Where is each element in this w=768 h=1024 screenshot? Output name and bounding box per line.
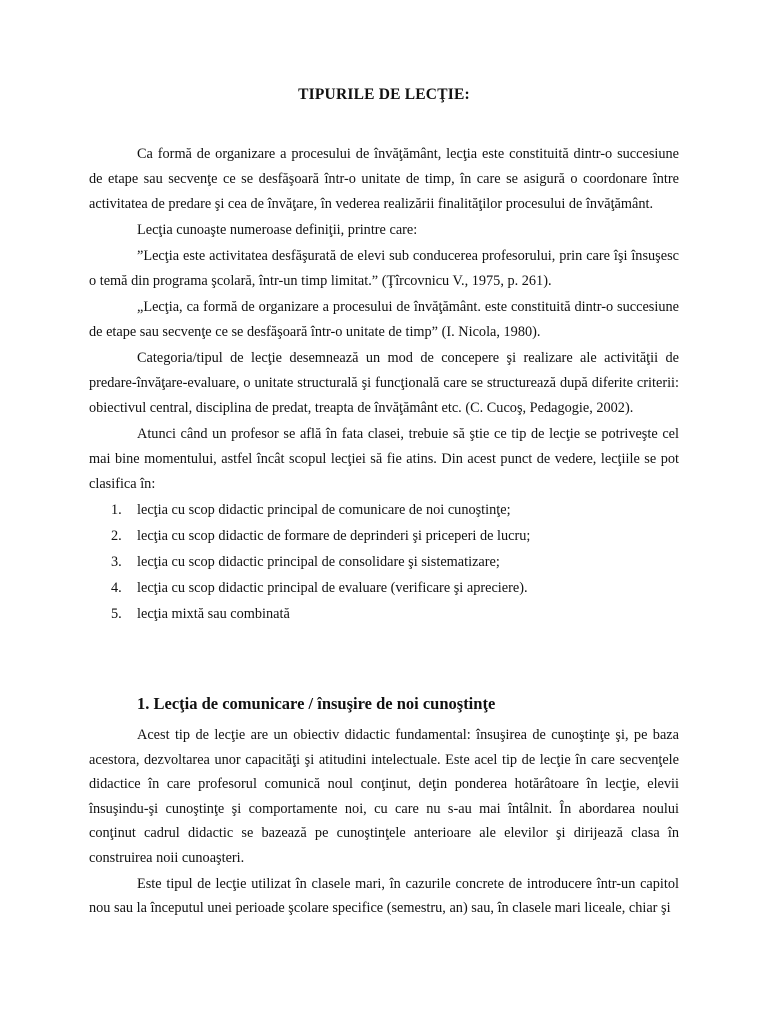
list-text: lecţia cu scop didactic principal de comunicare de noi cunoştinţe; [137, 502, 511, 518]
lesson-types-list [89, 498, 679, 627]
paragraph: „Lecţia, ca formă de organizare a procesului de învăţământ. este constituită dintr-o succesiune de etape sau secvenţe ce se desfăşoară într-o unitate de timp” (I. Nicola, 1980). [89, 299, 679, 340]
paragraph: Atunci când un profesor se află în fata clasei, trebuie să ştie ce tip de lecţie se potriveşte cel mai bine momentului, astfel încât scopul lecţiei să fie atins. Din acest punct de vedere, lecţiile se pot clasifica în: [89, 426, 679, 492]
intro-body [89, 142, 679, 628]
paragraph: Lecţia cunoaşte numeroase definiţii, printre care: [137, 222, 418, 238]
list-text: lecţia mixtă sau combinată [137, 606, 290, 622]
section-heading: 1. Lecţia de comunicare / însuşire de noi cunoştinţe [137, 694, 496, 713]
paragraph: Acest tip de lecţie are un obiectiv didactic fundamental: însuşirea de cunoştinţe şi, pe baza acestora, dezvoltarea unor capacităţi şi atitudini intelectuale. Este acel tip de lecţie în care secvenţele didactice în care profesorul comunică noul conţinut, deţin ponderea hotărâtoare în lecţie, elevii însuşindu-şi cunoştinţe şi comportamente noi, cu care nu s-au mai întâlnit. În abordarea noului conţinut cadrul didactic se bazează pe cunoştinţele anterioare ale elevilor şi dirijează clasa în construirea noii cunoaşteri. [89, 727, 679, 866]
list-item [89, 576, 679, 601]
list-number: 3. [111, 554, 122, 570]
page-title: TIPURILE DE LECŢIE: [298, 86, 470, 103]
paragraph: Ca formă de organizare a procesului de învăţământ, lecţia este constituită dintr-o succesiune de etape sau secvenţe ce se desfăşoară într-o unitate de timp, în care se asigură o coordonare între activitatea de predare şi cea de învăţare, în vederea realizării finalităţilor procesului de învăţământ. [89, 146, 679, 212]
paragraph: ”Lecţia este activitatea desfăşurată de elevi sub conducerea profesorului, prin care îşi însuşesc o temă din programa şcolară, într-un timp limitat.” (Ţîrcovnicu V., 1975, p. 261). [89, 248, 679, 289]
list-number: 1. [111, 502, 122, 518]
list-text: lecţia cu scop didactic principal de evaluare (verificare şi apreciere). [137, 580, 528, 596]
section-body [89, 723, 679, 922]
list-item [89, 550, 679, 575]
list-item [89, 498, 679, 523]
list-item [89, 602, 679, 627]
list-item [89, 524, 679, 549]
paragraph: Categoria/tipul de lecţie desemnează un mod de concepere şi realizare ale activităţii de predare-învăţare-evaluare, o unitate structurală şi funcţională care se structurează după diferite criterii: obiectivul central, disciplina de predat, treapta de învăţământ etc. (C. Cucoş, Pedagogie, 2002). [89, 350, 679, 416]
list-number: 2. [111, 528, 122, 544]
paragraph: Este tipul de lecţie utilizat în clasele mari, în cazurile concrete de introducere într-un capitol nou sau la începutul unei perioade şcolare specifice (semestru, an) sau, în clasele mari liceale, chiar şi [89, 875, 679, 917]
list-text: lecţia cu scop didactic principal de consolidare şi sistematizare; [137, 554, 500, 570]
list-number: 4. [111, 580, 122, 596]
list-number: 5. [111, 606, 122, 622]
list-text: lecţia cu scop didactic de formare de deprinderi şi priceperi de lucru; [137, 528, 531, 544]
